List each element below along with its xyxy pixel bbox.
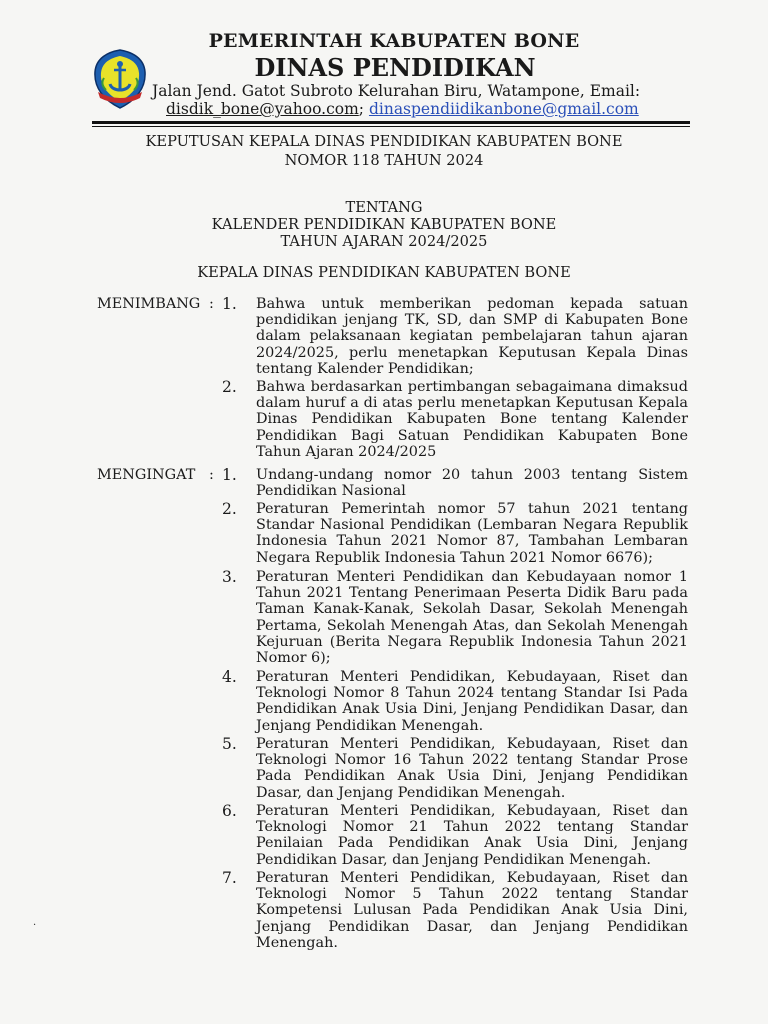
item-number: 2. <box>222 500 237 518</box>
mengingat-item <box>222 870 688 951</box>
decree-subject: KALENDER PENDIDIKAN KABUPATEN BONE <box>211 216 557 233</box>
address-line: Jalan Jend. Gatot Subroto Kelurahan Biru, Watampone, Email: <box>152 82 641 100</box>
email-link-yahoo[interactable]: disdik_bone@yahoo.com <box>166 100 359 118</box>
mengingat-item <box>222 669 688 734</box>
decree-year: TAHUN AJARAN 2024/2025 <box>280 233 488 250</box>
item-number: 4. <box>222 668 237 686</box>
mengingat-item <box>222 803 688 868</box>
menimbang-item <box>222 296 688 377</box>
item-text: Bahwa berdasarkan pertimbangan sebagaimana dimaksud dalam huruf a di atas perlu menetapkan Keputusan Kepala Dinas Pendidikan Kabupaten Bone tentang Kalender Pendidikan Bagi Satuan Pendidikan Kabupaten Bone Tahun Ajaran 2024/2025 <box>256 379 688 460</box>
mengingat-item <box>222 467 688 499</box>
item-number: 3. <box>222 568 237 586</box>
margin-mark: · <box>33 920 37 931</box>
decree-issuer: KEPALA DINAS PENDIDIKAN KABUPATEN BONE <box>197 264 571 281</box>
government-name: PEMERINTAH KABUPATEN BONE <box>208 30 580 52</box>
item-number: 2. <box>222 378 237 396</box>
item-text: Peraturan Menteri Pendidikan, Kebudayaan, Riset dan Teknologi Nomor 21 Tahun 2022 tentang Standar Penilaian Pada Pendidikan Anak Usia Dini, Jenjang Pendidikan Dasar, dan Jenjang Pendidikan Menengah. <box>256 803 688 868</box>
mengingat-item <box>222 736 688 801</box>
item-text: Peraturan Menteri Pendidikan, Kebudayaan, Riset dan Teknologi Nomor 8 Tahun 2024 tentang Standar Isi Pada Pendidikan Anak Usia Dini, Jenjang Pendidikan Dasar, dan Jenjang Pendidikan Menengah. <box>256 669 688 734</box>
decree-number: NOMOR 118 TAHUN 2024 <box>284 152 484 169</box>
item-text: Peraturan Menteri Pendidikan, Kebudayaan, Riset dan Teknologi Nomor 16 Tahun 2022 tentang Standar Prose Pada Pendidikan Anak Usia Dini, Jenjang Pendidikan Dasar, dan Jenjang Pendidikan Menengah. <box>256 736 688 801</box>
menimbang-colon: : <box>209 296 214 312</box>
item-number: 5. <box>222 735 237 753</box>
email-separator: ; <box>358 100 365 118</box>
menimbang-label: MENIMBANG <box>97 296 201 312</box>
mengingat-item <box>222 569 688 666</box>
department-name: DINAS PENDIDIKAN <box>254 53 536 82</box>
letterhead-rule-thin <box>92 126 690 127</box>
item-number: 7. <box>222 869 237 887</box>
item-text: Bahwa untuk memberikan pedoman kepada satuan pendidikan jenjang TK, SD, dan SMP di Kabupaten Bone dalam pelaksanaan kegiatan pembelajaran tahun ajaran 2024/2025, perlu menetapkan Keputusan Kepala Dinas tentang Kalender Pendidikan; <box>256 296 688 377</box>
mengingat-colon: : <box>209 467 214 483</box>
letterhead-rule-thick <box>92 121 690 124</box>
email-link-gmail[interactable]: dinaspendiidikanbone@gmail.com <box>368 100 639 118</box>
mengingat-label: MENGINGAT <box>97 467 196 483</box>
item-text: Peraturan Menteri Pendidikan, Kebudayaan, Riset dan Teknologi Nomor 5 Tahun 2022 tentang Standar Kompetensi Lulusan Pada Pendidikan Anak Usia Dini, Jenjang Pendidikan Dasar, dan Jenjang Pendidikan Menengah. <box>256 870 688 951</box>
decree-title: KEPUTUSAN KEPALA DINAS PENDIDIKAN KABUPATEN BONE <box>145 133 623 150</box>
item-text: Undang-undang nomor 20 tahun 2003 tentang Sistem Pendidikan Nasional <box>256 467 688 500</box>
email-line <box>166 100 639 118</box>
decree-about: TENTANG <box>345 199 423 216</box>
item-number: 1. <box>222 466 237 484</box>
item-text: Peraturan Pemerintah nomor 57 tahun 2021 tentang Standar Nasional Pendidikan (Lembaran Negara Republik Indonesia Tahun 2021 Nomor 87, Tambahan Lembaran Negara Republik Indonesia Tahun 2021 Nomor 6676); <box>256 501 688 566</box>
item-number: 6. <box>222 802 237 820</box>
item-text: Peraturan Menteri Pendidikan dan Kebudayaan nomor 1 Tahun 2021 Tentang Penerimaan Peserta Didik Baru pada Taman Kanak-Kanak, Sekolah Dasar, Sekolah Menengah Pertama, Sekolah Menengah Atas, dan Sekolah Menengah Kejuruan (Berita Negara Republik Indonesia Tahun 2021 Nomor 6); <box>256 569 688 667</box>
item-number: 1. <box>222 295 237 313</box>
mengingat-item <box>222 501 688 566</box>
menimbang-item <box>222 379 688 460</box>
